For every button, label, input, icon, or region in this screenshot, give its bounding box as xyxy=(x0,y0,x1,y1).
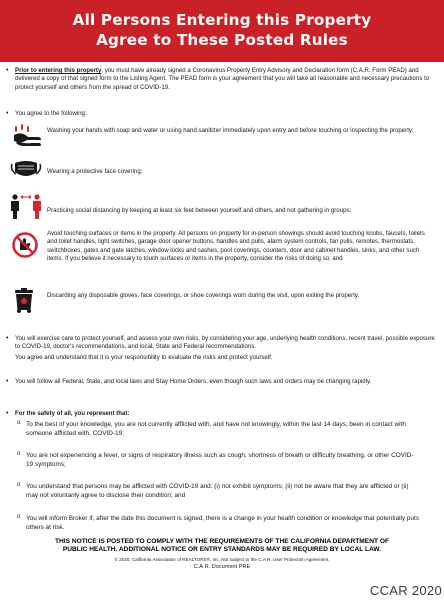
intro-paragraph xyxy=(15,67,435,92)
circle-bullet: o xyxy=(17,482,21,488)
intro-text: , you must have already signed a Coronavirus Property Entry Advisory and Declaration form (C.A.R. Form PEAD) and delivered a copy of that signed form to the Listing Agent. The PEAD form is your agreement that you will take all reasonable and necessary precautions to protect yourself and others from the spread of COVID-19. xyxy=(15,67,430,91)
bullet: • xyxy=(6,335,9,342)
rule-face-covering: Wearing a protective face covering; xyxy=(47,168,143,175)
bullet: • xyxy=(6,110,9,117)
bullet: • xyxy=(6,378,9,385)
bullet: • xyxy=(6,67,9,74)
laws-paragraph: You will follow all Federal, State, and local laws and Stay Home Orders, even though such laws and orders may be changing rapidly. xyxy=(15,378,372,385)
rule-discard: Discarding any disposable gloves, face coverings, or shoe coverings worn during the visit, upon exiting the property. xyxy=(47,292,360,299)
representation-4: You will inform Broker if, after the date this document is signed, there is a change in your health condition or knowledge that potentially puts others at risk. xyxy=(26,515,420,532)
trash-bin-icon xyxy=(12,286,36,314)
no-touch-icon xyxy=(11,231,39,259)
notice-line-1: THIS NOTICE IS POSTED TO COMPLY WITH THE REQUIREMENTS OF THE CALIFORNIA DEPARTMENT OF xyxy=(55,538,389,545)
care-paragraph: You will exercise care to protect yourself, and assess your own risks, by considering your age, underlying health conditions, recent travel, possible exposure to COVID-19, doctor's recommendations, and local, State and Federal recommendations. xyxy=(15,335,435,351)
rule-handwashing: Washing your hands with soap and water or using hand sanitizer immediately upon entry and before touching or inspecting the property; xyxy=(47,127,414,134)
rule-avoid-touching: Avoid touching surfaces or items in the property. All persons on property for in-person showings should avoid touching knobs, faucets, toilets and toilet handles, light switches, garage door opener buttons, handles and pulls, alarm system controls, fan pulls, remotes, thermostats, switchboxes, gates and gate latches, window locks and sashes, pool coverings, counters, door and cabinet handles, sinks, and other such items. If you believe it necessary to touch surfaces or items in the property, consider the risks of doing so; and xyxy=(47,230,425,263)
header-line-1: All Persons Entering this Property xyxy=(72,11,372,29)
representation-2: You are not experiencing a fever, or signs of respiratory illness such as cough, shortness of breath or difficulty breathing, or other COVID-19 symptoms; xyxy=(26,452,414,469)
face-mask-icon xyxy=(10,158,42,180)
copyright: © 2020, California Association of REALTORS®, Inc. Not subject to the C.A.R. User Protection Agreement. xyxy=(114,557,330,562)
handwashing-icon xyxy=(10,123,44,149)
agree-heading: You agree to the following: xyxy=(15,110,87,117)
social-distance-icon xyxy=(8,192,44,220)
intro-bold-lead: Prior to entering this property xyxy=(15,67,102,74)
rule-social-distancing: Practicing social distancing by keeping at least six feet between yourself and others, and not gathering in groups; xyxy=(47,207,352,214)
representation-1: To the best of your knowledge, you are not currently afflicted with, and have not knowingly, within the last 14 days, been in contact with someone afflicted with, COVID-19; xyxy=(26,421,406,438)
bullet: • xyxy=(6,410,9,417)
care-responsibility: You agree and understand that it is your responsibility to evaluate the risks and protect yourself. xyxy=(15,354,273,361)
watermark: CCAR 2020 xyxy=(369,583,442,598)
document-number: C.A.R. Document PRE xyxy=(193,564,251,570)
header-banner xyxy=(0,0,444,62)
header-line-2: Agree to These Posted Rules xyxy=(96,31,348,49)
safety-heading: For the safety of all, you represent that: xyxy=(15,410,130,417)
circle-bullet: o xyxy=(17,451,21,457)
circle-bullet: o xyxy=(17,514,21,520)
representation-3: You understand that persons may be afflicted with COVID-19 and: (i) not exhibit symptoms; (ii) not be aware that they are afflicted or (ii) may not voluntarily agree to disclose their condition; and xyxy=(26,483,409,500)
circle-bullet: o xyxy=(17,420,21,426)
notice-line-2: PUBLIC HEALTH. ADDITIONAL NOTICE OR ENTRY STANDARDS MAY BE REQUIRED BY LOCAL LAW. xyxy=(62,546,382,553)
